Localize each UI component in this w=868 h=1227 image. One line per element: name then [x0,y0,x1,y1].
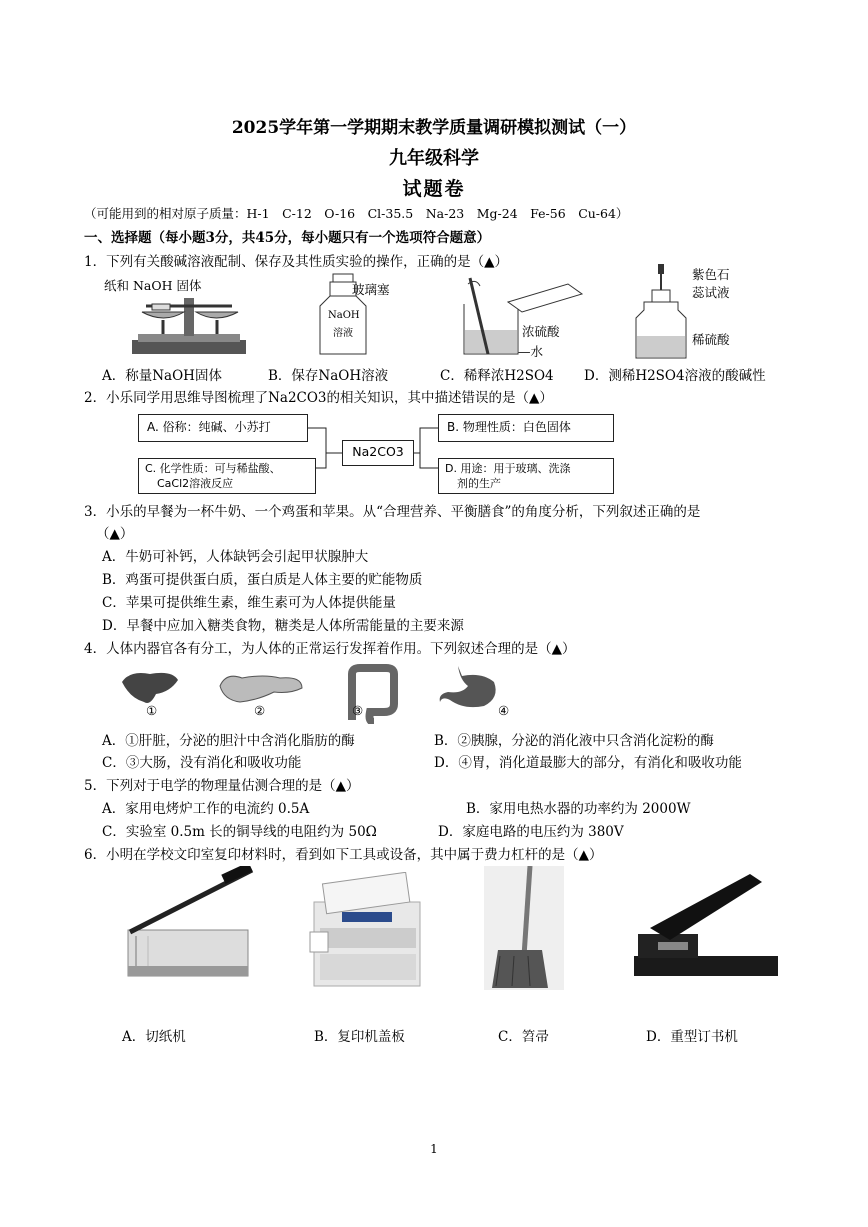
q5-option-d: D．家庭电路的电压约为 380V [438,824,624,840]
large-intestine-figure [340,664,404,724]
exam-subtitle: 九年级科学 [389,148,479,169]
mindmap-box-c [138,458,316,494]
q6-option-c: C．笤帚 [498,1029,549,1045]
broom-figure [484,866,564,990]
atomic-mass-note: （可能用到的相对原子质量：H-1 C-12 O-16 Cl-35.5 Na-23 Mg-24 Fe-56 Cu-64） [84,206,629,221]
question-3-stem-cont: （▲） [96,526,134,542]
bottle-label-naoh: NaOH [328,310,360,321]
organ-2-label: ② [254,703,266,718]
q1-option-d: D．测稀H2SO4溶液的酸碱性 [584,368,766,384]
label-water-text: 水 [530,344,544,359]
liver-figure [120,668,180,708]
q6-option-b: B．复印机盖板 [314,1029,405,1045]
copier-figure [306,872,426,990]
label-paper-naoh: 纸和 NaOH 固体 [104,278,202,293]
litmus-test-figure [630,262,690,362]
organ-3-label: ③ [352,703,364,718]
label-litmus-2: 蕊试液 [692,285,730,300]
organ-1-label: ① [146,703,158,718]
q1-option-c: C．稀释浓H2SO4 [440,368,554,384]
label-water: —水 [518,344,544,359]
question-4-stem: 4．人体内器官各有分工，为人体的正常运行发挥着作用。下列叙述合理的是（▲） [84,641,576,657]
q3-option-d: D．早餐中应加入糖类食物，糖类是人体所需能量的主要来源 [102,618,464,634]
q4-option-d: D．④胃，消化道最膨大的部分，有消化和吸收功能 [434,755,742,771]
paper-label: 试题卷 [402,178,466,200]
mindmap-box-b: B. 物理性质：白色固体 [438,414,614,442]
q4-option-c: C．③大肠，没有消化和吸收功能 [102,755,302,771]
q3-option-a: A．牛奶可补钙，人体缺钙会引起甲状腺肿大 [102,549,369,565]
exam-title: 2025学年第一学期期末教学质量调研模拟测试（一） [231,118,637,138]
label-glass-stopper: 玻璃塞 [352,282,390,297]
mindmap-center: Na2CO3 [342,440,414,466]
page-number: 1 [430,1142,438,1156]
mindmap-connectors [308,426,440,480]
bottle-label-solution: 溶液 [333,328,353,339]
mindmap-box-a: A. 俗称：纯碱、小苏打 [138,414,308,442]
q1-option-b: B．保存NaOH溶液 [268,368,389,384]
mindmap-box-d-line2: 剂的生产 [457,477,501,490]
mindmap-box-c-line2: CaCl2溶液反应 [157,477,234,490]
q6-option-d: D．重型订书机 [646,1029,738,1045]
label-dilute-acid: 稀硫酸 [692,332,730,347]
q1-option-a: A．称量NaOH固体 [102,368,222,384]
label-litmus-1: 紫色石 [692,267,730,282]
question-1-stem: 1．下列有关酸碱溶液配制、保存及其性质实验的操作，正确的是（▲） [84,254,508,270]
stomach-figure [438,664,502,712]
question-6-stem: 6．小明在学校文印室复印材料时，看到如下工具或设备，其中属于费力杠杆的是（▲） [84,847,603,863]
question-5-stem: 5．下列对于电学的物理量估测合理的是（▲） [84,778,360,794]
q5-option-b: B．家用电热水器的功率约为 2000W [466,801,691,817]
balance-figure [124,290,254,360]
q4-option-b: B．②胰腺，分泌的消化液中只含消化淀粉的酶 [434,733,714,749]
question-3-stem: 3．小乐的早餐为一杯牛奶、一个鸡蛋和苹果。从“合理营养、平衡膳食”的角度分析，下列叙述正确的是 [84,504,701,520]
label-conc-acid: 浓硫酸 [522,324,560,339]
q5-option-a: A．家用电烤炉工作的电流约 0.5A [102,801,310,817]
q4-option-a: A．①肝脏，分泌的胆汁中含消化脂肪的酶 [102,733,355,749]
mindmap-box-d-line1: D. 用途：用于玻璃、洗涤 [445,462,571,475]
q6-option-a: A．切纸机 [122,1029,186,1045]
pancreas-figure [218,670,304,706]
section-heading: 一、选择题（每小题3分，共45分，每小题只有一个选项符合题意） [84,230,491,246]
organ-4-label: ④ [498,703,510,718]
q5-option-c: C．实验室 0.5m 长的铜导线的电阻约为 50Ω [102,824,377,840]
mindmap-box-d [438,458,614,494]
mindmap-box-c-line1: C. 化学性质：可与稀盐酸、 [145,462,281,475]
paper-cutter-figure [124,866,256,984]
q3-option-b: B．鸡蛋可提供蛋白质，蛋白质是人体主要的贮能物质 [102,572,423,588]
question-2-stem: 2．小乐同学用思维导图梳理了Na2CO3的相关知识，其中描述错误的是（▲） [84,390,553,406]
heavy-stapler-figure [630,870,780,982]
q3-option-c: C．苹果可提供维生素，维生素可为人体提供能量 [102,595,396,611]
